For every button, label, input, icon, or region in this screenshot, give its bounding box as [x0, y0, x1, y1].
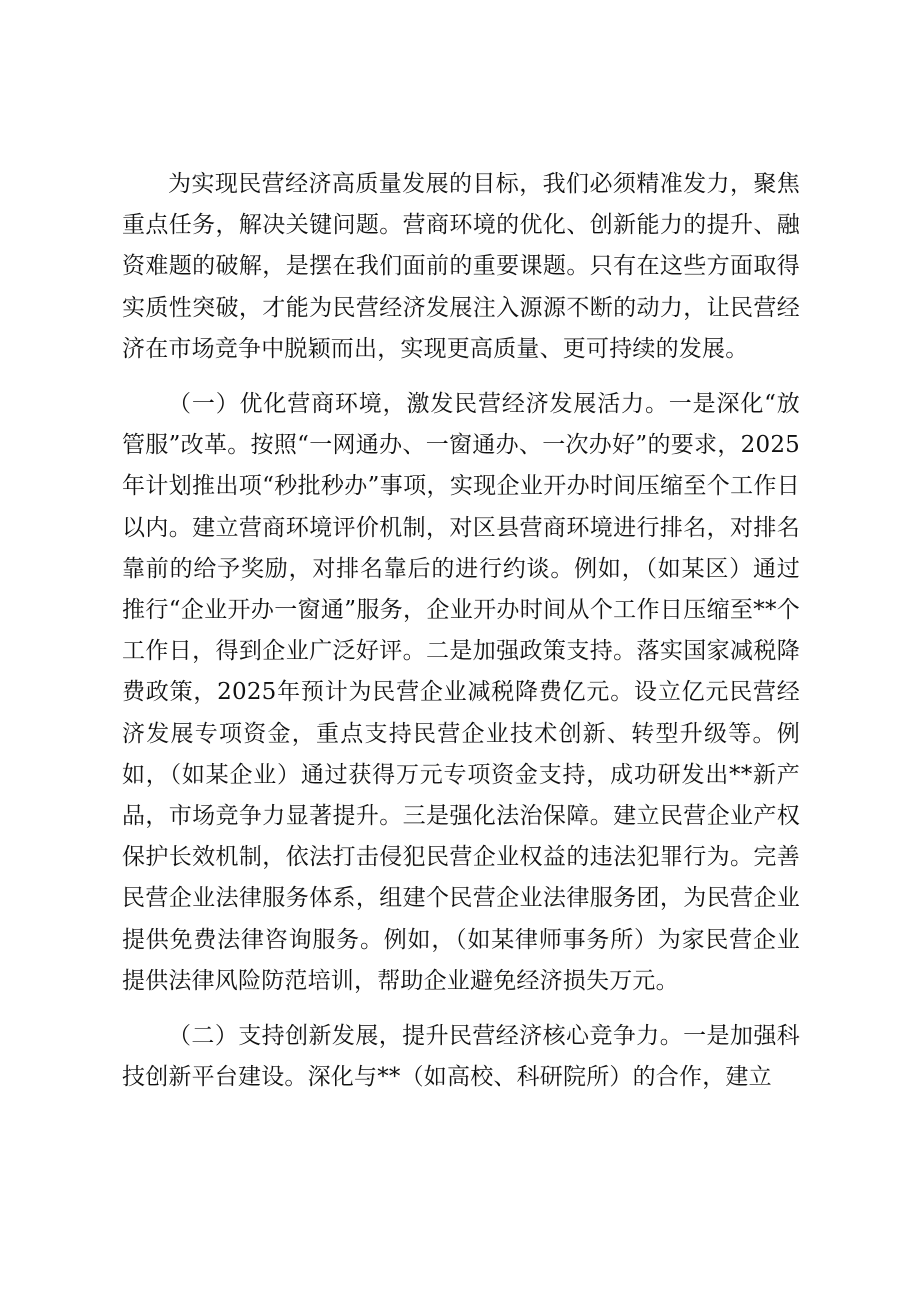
paragraph-section-2: （二）支持创新发展，提升民营经济核心竞争力。一是加强科技创新平台建设。深化与**（如高校、科研院所）的合作，建立	[122, 1023, 800, 1091]
paragraph-section-1: （一）优化营商环境，激发民营经济发展活力。一是深化“放管服”改革。按照“一网通办、一窗通办、一次办好”的要求，2025年计划推出项“秒批秒办”事项，实现企业开办时间压缩至个工作日以内。建立营商环境评价机制，对区县营商环境进行排名，对排名靠前的给予奖励，对排名靠后的进行约谈。例如，（如某区）通过推行“企业开办一窗通”服务，企业开办时间从个工作日压缩至**个工作日，得到企业广泛好评。二是加强政策支持。落实国家减税降费政策，2025年预计为民营企业减税降费亿元。设立亿元民营经济发展专项资金，重点支持民营企业技术创新、转型升级等。例如，（如某企业）通过获得万元专项资金支持，成功研发出**新产品，市场竞争力显著提升。三是强化法治保障。建立民营企业产权保护长效机制，依法打击侵犯民营企业权益的违法犯罪行为。完善民营企业法律服务体系，组建个民营企业法律服务团，为民营企业提供免费法律咨询服务。例如，（如某律师事务所）为家民营企业提供法律风险防范培训，帮助企业避免经济损失万元。	[122, 391, 800, 994]
paragraph-intro: 为实现民营经济高质量发展的目标，我们必须精准发力，聚焦重点任务，解决关键问题。营商环境的优化、创新能力的提升、融资难题的破解，是摆在我们面前的重要课题。只有在这些方面取得实质性突破，才能为民营经济发展注入源源不断的动力，让民营经济在市场竞争中脱颖而出，实现更高质量、更可持续的发展。	[122, 171, 800, 362]
document-body	[122, 164, 800, 1112]
